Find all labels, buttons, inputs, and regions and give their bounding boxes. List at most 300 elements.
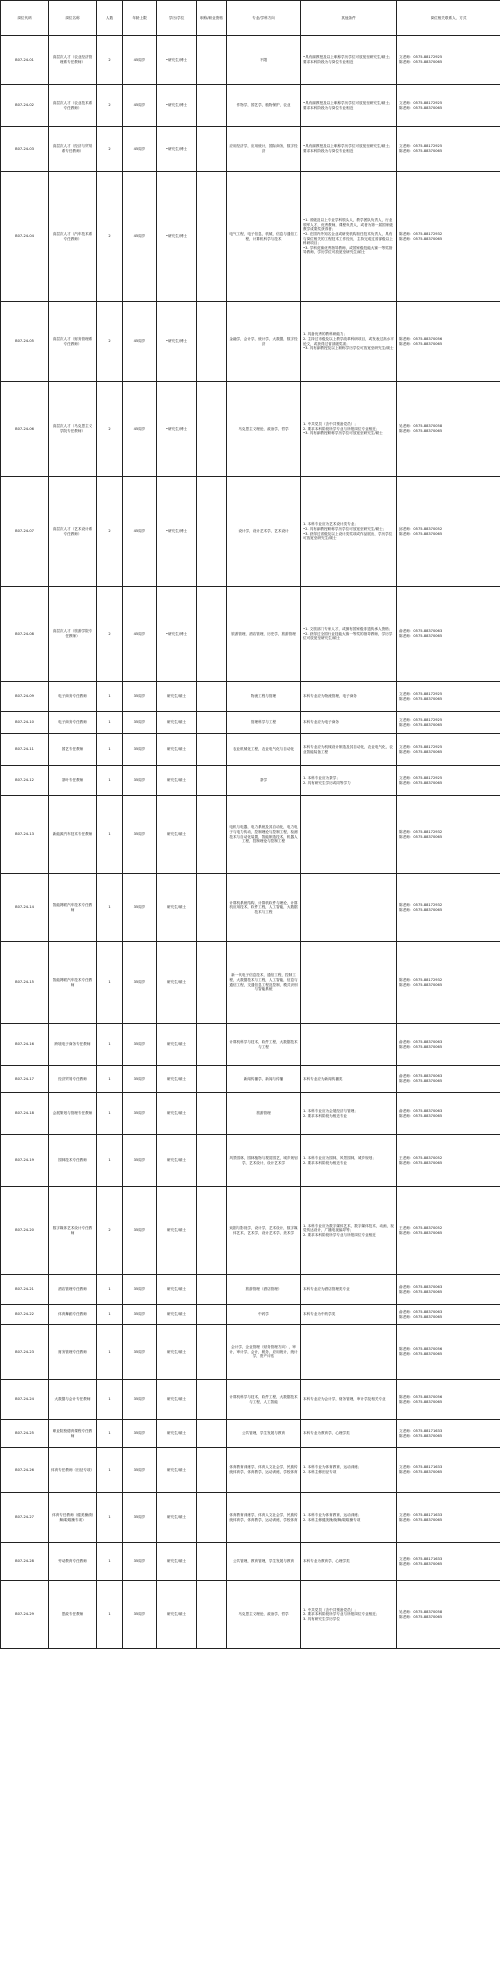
row-major: 新闻传播学，新闻与传播 <box>227 1066 301 1093</box>
row-title <box>197 477 227 587</box>
row-name: 体育舞蹈专任教师 <box>49 1305 97 1325</box>
row-contact: 文老师：0575-88171633 陈老师：0575-88370065 <box>397 1543 500 1581</box>
row-other: 1. 本科专业应为艺术设计类专业； •2. 具有副教授职称学历学位可放宽至研究生/硕士； •3. 获得过省级及以上设计类奖项或作品展出，学历学位可放宽至研究生/硕士 <box>301 477 397 587</box>
row-other: 1. 中共党员（含中共预备党员）； 2. 要求本科阶段所学专业与所报岗位专业相近； •3. 具有副教授职称学历学位可放宽至研究生/硕士 <box>301 382 397 477</box>
row-title <box>197 1305 227 1325</box>
row-name: 财务管理专任教师 <box>49 1325 97 1380</box>
row-name: 跨境电子商务专任教师 <box>49 1024 97 1066</box>
row-count: 1 <box>97 1581 123 1649</box>
row-age: 35周岁 <box>123 712 157 734</box>
row-title <box>197 382 227 477</box>
row-contact: 文老师：0575-88172925 陈老师：0575-88370065 <box>397 85 500 127</box>
table-row <box>1 1380 500 1420</box>
row-education: 研究生/硕士 <box>157 1275 197 1305</box>
row-count: 2 <box>97 302 123 382</box>
row-age: 35周岁 <box>123 1066 157 1093</box>
row-other: 本科专业应为会计学，财务管理，审计学及相关专业 <box>301 1380 397 1420</box>
row-contact: 王老师：0575-88370052 陈老师：0575-88370065 <box>397 1187 500 1275</box>
row-count: 1 <box>97 1024 123 1066</box>
row-major: 风景园林，园林植物与观赏园艺，城乡规划学，艺术设计，设计艺术学 <box>227 1135 301 1187</box>
row-name: 园林技术专任教师 <box>49 1135 97 1187</box>
row-name: 高层次人才（经济与贸易系专任教师） <box>49 127 97 172</box>
row-title <box>197 1420 227 1448</box>
row-title <box>197 1275 227 1305</box>
header-other: 其他条件 <box>301 1 397 36</box>
row-other: 1. 具备优秀的教科研能力； 2. 主持过市级及以上教学改革科研项目，或发表过高水平论文，或获得过省部级奖项； •3. 具有副教授及以上职称学历学位可放宽至研究生/硕士 <box>301 302 397 382</box>
row-other <box>301 1325 397 1380</box>
row-major: 电机与电器，电力系统及其自动化，电力电子与电力传动，控制理论与控制工程，检测技术与自动化装置，智能制造技术，机器人工程，控制理论与控制工程 <box>227 796 301 874</box>
header-row <box>1 1 500 36</box>
row-age: 45周岁 <box>123 382 157 477</box>
row-other: 1. 本科专业应为园林，风景园林，城乡规划； 2. 要求本科阶段为相近专业 <box>301 1135 397 1187</box>
row-age: 35周岁 <box>123 942 157 1024</box>
row-major: 旅游管理，酒店管理，历史学，旅游管理 <box>227 587 301 682</box>
row-title <box>197 682 227 712</box>
row-contact: 陈老师：0575-88370056 陈老师：0575-88370065 <box>397 302 500 382</box>
table-row <box>1 734 500 766</box>
row-contact: 吴老师：0575-88370058 陈老师：0575-88370065 <box>397 382 500 477</box>
row-education: 研究生/硕士 <box>157 1024 197 1066</box>
row-code: B07-24-06 <box>1 382 49 477</box>
row-major: 茶学 <box>227 766 301 796</box>
row-age: 45周岁 <box>123 587 157 682</box>
table-row <box>1 36 500 85</box>
row-major: 作物学，园艺学，植物保护，农业 <box>227 85 301 127</box>
row-major: 公共管理，学生发展与教育 <box>227 1420 301 1448</box>
table-row <box>1 382 500 477</box>
row-contact: 俞老师：0575-88370063 陈老师：0575-88370065 <box>397 587 500 682</box>
row-name: 高层次人才（农业经济管理系专任教师） <box>49 36 97 85</box>
row-code: B07-24-11 <box>1 734 49 766</box>
row-name: 电子商务专任教师 <box>49 712 97 734</box>
row-count: 1 <box>97 1420 123 1448</box>
row-count: 1 <box>97 796 123 874</box>
row-title <box>197 1093 227 1135</box>
row-major: 设计学，设计艺术学，艺术设计 <box>227 477 301 587</box>
row-name: 高层次人才（财务管理系专任教师） <box>49 302 97 382</box>
row-major: 电气工程，电子信息，机械，信息与通信工程，计算机科学与技术 <box>227 172 301 302</box>
row-education: •研究生/博士 <box>157 36 197 85</box>
row-count: 2 <box>97 127 123 172</box>
row-other: 本科专业应为机械设计制造及其自动化，农业电气化，农业智能装备工程 <box>301 734 397 766</box>
row-education: •研究生/博士 <box>157 382 197 477</box>
row-name: 经济贸易专任教师 <box>49 1066 97 1093</box>
row-count: 1 <box>97 1275 123 1305</box>
row-other: 本科专业为教育学，心理学类 <box>301 1543 397 1581</box>
row-age: 35周岁 <box>123 1024 157 1066</box>
row-title <box>197 587 227 682</box>
row-contact: 文老师：0575-88172925 陈老师：0575-88370065 <box>397 682 500 712</box>
row-age: 45周岁 <box>123 302 157 382</box>
row-major: 旅游管理（酒店管理） <box>227 1275 301 1305</box>
row-major: 物流工程与管理 <box>227 682 301 712</box>
row-name: 会展策划与管理专任教师 <box>49 1093 97 1135</box>
row-major: 不限 <box>227 36 301 85</box>
row-name: 智能网联汽车技术专任教师 <box>49 874 97 942</box>
row-name: 新能源汽车技术专任教师 <box>49 796 97 874</box>
row-education: 研究生/硕士 <box>157 874 197 942</box>
row-age: 35周岁 <box>123 1187 157 1275</box>
row-major: 农业机械化工程，农业电气化与自动化 <box>227 734 301 766</box>
row-major: 新一代电子信息技术，通信工程，控制工程，大数据技术与工程，人工智能，信息与通信工程，交通信息工程及控制，模式识别与智能系统 <box>227 942 301 1024</box>
row-count: 1 <box>97 1543 123 1581</box>
row-code: B07-24-18 <box>1 1093 49 1135</box>
row-education: 研究生/硕士 <box>157 1493 197 1543</box>
row-title <box>197 712 227 734</box>
row-contact: 文老师：0575-88172925 陈老师：0575-88370065 <box>397 712 500 734</box>
row-age: 35周岁 <box>123 796 157 874</box>
row-education: 研究生/硕士 <box>157 796 197 874</box>
row-contact: 陈老师：0575-88172932 陈老师：0575-88370065 <box>397 942 500 1024</box>
row-count: 1 <box>97 734 123 766</box>
table-row <box>1 1024 500 1066</box>
row-code: B07-24-14 <box>1 874 49 942</box>
row-contact: 陈老师：0575-88172932 陈老师：0575-88370065 <box>397 796 500 874</box>
row-education: 研究生/硕士 <box>157 1380 197 1420</box>
header-code: 岗位代码 <box>1 1 49 36</box>
row-title <box>197 942 227 1024</box>
row-count: 1 <box>97 1325 123 1380</box>
table-row <box>1 1093 500 1135</box>
row-name: 体育专任教师（田径专项） <box>49 1448 97 1493</box>
table-row <box>1 766 500 796</box>
row-code: B07-24-29 <box>1 1581 49 1649</box>
row-code: B07-24-21 <box>1 1275 49 1305</box>
row-other: 1. 中共党员（含中共预备党员）； 2. 要求本科阶段所学专业与所报岗位专业相近； 3. 具有研究生学历学位 <box>301 1581 397 1649</box>
row-contact: 俞老师：0575-88370063 陈老师：0575-88370065 <box>397 1024 500 1066</box>
row-major: 体育教育训练学，体育人文社会学，民族传统体育学，体育教学，运动训练，学校体育 <box>227 1493 301 1543</box>
row-title <box>197 172 227 302</box>
row-title <box>197 796 227 874</box>
row-title <box>197 1581 227 1649</box>
row-age: 35周岁 <box>123 1420 157 1448</box>
row-contact: 俞老师：0575-88370063 陈老师：0575-88370065 <box>397 1093 500 1135</box>
row-education: 研究生/硕士 <box>157 1135 197 1187</box>
row-education: •研究生/博士 <box>157 477 197 587</box>
row-major: 管理科学与工程 <box>227 712 301 734</box>
row-count: 2 <box>97 477 123 587</box>
row-code: B07-24-28 <box>1 1543 49 1581</box>
table-row <box>1 477 500 587</box>
header-education: 学历/学位 <box>157 1 197 36</box>
row-contact: 文老师：0575-88172925 陈老师：0575-88370065 <box>397 734 500 766</box>
row-other: 本科专业应为酒店管理类专业 <box>301 1275 397 1305</box>
row-other: 1. 本科专业为体育教育，运动训练； 2. 本科主修田径专项 <box>301 1448 397 1493</box>
row-code: B07-24-23 <box>1 1325 49 1380</box>
row-count: 2 <box>97 587 123 682</box>
table-row <box>1 1187 500 1275</box>
row-age: 35周岁 <box>123 766 157 796</box>
row-contact: 吴老师：0575-88370058 陈老师：0575-88370065 <box>397 1581 500 1649</box>
row-age: 45周岁 <box>123 36 157 85</box>
row-other <box>301 1024 397 1066</box>
row-age: 45周岁 <box>123 127 157 172</box>
table-row <box>1 85 500 127</box>
row-major: 马克思主义理论，政治学，哲学 <box>227 1581 301 1649</box>
row-title <box>197 1493 227 1543</box>
row-contact: 邱老师：0575-88370052 陈老师：0575-88370065 <box>397 477 500 587</box>
row-code: B07-24-19 <box>1 1135 49 1187</box>
row-age: 35周岁 <box>123 1543 157 1581</box>
row-count: 1 <box>97 1093 123 1135</box>
row-age: 35周岁 <box>123 1448 157 1493</box>
row-major: 中药学 <box>227 1305 301 1325</box>
header-major: 专业/学科方向 <box>227 1 301 36</box>
row-code: B07-24-15 <box>1 942 49 1024</box>
row-age: 35周岁 <box>123 1093 157 1135</box>
row-count: 2 <box>97 1187 123 1275</box>
row-major: 会计学，企业管理（财务管理方向），审计，审计学，会计，税务，应用统计，统计学，资产评估 <box>227 1325 301 1380</box>
row-code: B07-24-09 <box>1 682 49 712</box>
table-row <box>1 1543 500 1581</box>
row-other: •1. 省级及以上专业学科领头人，教学团队负责人，行业领军人才，优秀教师，课程负责人，或者为第一届国家级教学成果奖获得者； •2. 在国内外知名企业或研发机构担任技术负责人，具有与岗位相关的工程技术工作经历，主持完成过省部级以上科研项目； •3. 学科竞赛优秀指导教师，或国家级技能大赛一等奖指导教师，学历学位可放宽至研究生/硕士 <box>301 172 397 302</box>
row-education: 研究生/硕士 <box>157 682 197 712</box>
row-title <box>197 1135 227 1187</box>
row-title <box>197 36 227 85</box>
row-education: 研究生/硕士 <box>157 1420 197 1448</box>
row-name: 高层次人才（艺术设计系专任教师） <box>49 477 97 587</box>
row-contact: 王老师：0575-88370052 陈老师：0575-88370065 <box>397 1135 500 1187</box>
row-other: 本科专业为中药学类 <box>301 1305 397 1325</box>
row-major: 公共管理，教育管理，学生发展与教育 <box>227 1543 301 1581</box>
row-title <box>197 766 227 796</box>
table-row <box>1 1135 500 1187</box>
row-contact: 陈老师：0575-88370056 陈老师：0575-88370065 <box>397 1380 500 1420</box>
row-count: 1 <box>97 766 123 796</box>
row-other: •具有副教授及以上职称学历学位可放宽至研究生/硕士；要求本科阶段为与岗位专业相近 <box>301 127 397 172</box>
row-other: 1. 本科专业应为会展经济与管理； 2. 要求本科阶段为相近专业 <box>301 1093 397 1135</box>
table-row <box>1 127 500 172</box>
row-count: 1 <box>97 712 123 734</box>
row-major: 计算机科学与技术，软件工程，大数据技术与工程 <box>227 1024 301 1066</box>
row-other: 本科专业为教育学，心理学类 <box>301 1420 397 1448</box>
row-age: 35周岁 <box>123 874 157 942</box>
row-age: 35周岁 <box>123 734 157 766</box>
row-other: 本科专业应为新闻传播类 <box>301 1066 397 1093</box>
row-age: 35周岁 <box>123 1135 157 1187</box>
row-other: 本科专业应为电子商务 <box>301 712 397 734</box>
row-other: 1. 本科专业应为数字媒体艺术，数字媒体技术，动画，视觉传达设计，广播电视编导等； 2. 要求本科阶段所学专业与所报岗位专业相近 <box>301 1187 397 1275</box>
row-contact: 文老师：0575-88171633 陈老师：0575-88370065 <box>397 1448 500 1493</box>
row-age: 35周岁 <box>123 1380 157 1420</box>
row-other: •1. 文旅部门专家人才，或拥有国家级非遗传承人资格； •2. 获得过全国行业技能大赛一等奖的指导教师，学历学位可放宽至研究生/硕士 <box>301 587 397 682</box>
row-other: •具有副教授及以上职称学历学位可放宽至研究生/硕士；要求本科阶段为与岗位专业相近 <box>301 85 397 127</box>
row-name: 智能网联汽车技术专任教师 <box>49 942 97 1024</box>
table-row <box>1 1448 500 1493</box>
row-major: 应用经济学，应用统计，国际商务，数字经济 <box>227 127 301 172</box>
row-age: 35周岁 <box>123 1581 157 1649</box>
row-education: 研究生/硕士 <box>157 766 197 796</box>
row-code: B07-24-25 <box>1 1420 49 1448</box>
row-contact: 陈老师：0575-88370056 陈老师：0575-88370065 <box>397 1325 500 1380</box>
table-row <box>1 172 500 302</box>
row-contact: 文老师：0575-88171633 陈老师：0575-88370065 <box>397 1493 500 1543</box>
row-code: B07-24-10 <box>1 712 49 734</box>
row-count: 2 <box>97 36 123 85</box>
row-count: 1 <box>97 1448 123 1493</box>
row-education: •研究生/博士 <box>157 587 197 682</box>
row-education: 研究生/硕士 <box>157 1448 197 1493</box>
row-title <box>197 1543 227 1581</box>
row-title <box>197 874 227 942</box>
row-other <box>301 796 397 874</box>
table-row <box>1 1305 500 1325</box>
header-contact: 岗位相关联系人、方式 <box>397 1 500 36</box>
table-row <box>1 1493 500 1543</box>
row-major: 计算机科学与技术，软件工程，大数据技术与工程，人工智能 <box>227 1380 301 1420</box>
row-code: B07-24-01 <box>1 36 49 85</box>
row-education: 研究生/硕士 <box>157 942 197 1024</box>
table-row <box>1 682 500 712</box>
row-education: 研究生/硕士 <box>157 734 197 766</box>
row-contact: 文老师：0575-88171633 陈老师：0575-88370065 <box>397 1420 500 1448</box>
row-other: 1. 本科专业为体育教育，运动训练； 2. 本科主修健美操/街舞/啦啦操专项 <box>301 1493 397 1543</box>
row-contact: 俞老师：0575-88370063 陈老师：0575-88370065 <box>397 1305 500 1325</box>
row-contact: 文老师：0575-88172925 陈老师：0575-88370065 <box>397 127 500 172</box>
row-code: B07-24-26 <box>1 1448 49 1493</box>
row-code: B07-24-27 <box>1 1493 49 1543</box>
row-count: 1 <box>97 942 123 1024</box>
table-row <box>1 1066 500 1093</box>
row-count: 1 <box>97 1493 123 1543</box>
row-other: 1. 本科专业应为茶学； 2. 具有研究生学历或同等学力 <box>301 766 397 796</box>
row-education: 研究生/硕士 <box>157 1305 197 1325</box>
row-age: 35周岁 <box>123 1325 157 1380</box>
row-count: 1 <box>97 682 123 712</box>
row-count: 1 <box>97 1066 123 1093</box>
row-education: •研究生/博士 <box>157 127 197 172</box>
row-title <box>197 302 227 382</box>
row-education: 研究生/硕士 <box>157 1187 197 1275</box>
row-name: 高层次人才（农业技术系专任教师） <box>49 85 97 127</box>
row-name: 高层次人才（旅游学院专任教师） <box>49 587 97 682</box>
table-row <box>1 1325 500 1380</box>
table-row <box>1 1420 500 1448</box>
row-code: B07-24-08 <box>1 587 49 682</box>
row-major: 戏剧与影视学，设计学，艺术设计，数字媒体艺术，艺术学，设计艺术学，美术学 <box>227 1187 301 1275</box>
row-code: B07-24-20 <box>1 1187 49 1275</box>
row-education: •研究生/博士 <box>157 85 197 127</box>
row-code: B07-24-24 <box>1 1380 49 1420</box>
row-title <box>197 85 227 127</box>
row-age: 35周岁 <box>123 1493 157 1543</box>
table-row <box>1 874 500 942</box>
header-name: 岗位名称 <box>49 1 97 36</box>
table-row <box>1 1275 500 1305</box>
row-name: 劳动教育专任教师 <box>49 1543 97 1581</box>
row-count: 2 <box>97 172 123 302</box>
row-name: 高层次人才（汽车技术系专任教师） <box>49 172 97 302</box>
row-contact: 文老师：0575-88172925 陈老师：0575-88370065 <box>397 36 500 85</box>
row-education: 研究生/硕士 <box>157 712 197 734</box>
row-title <box>197 1024 227 1066</box>
row-title <box>197 127 227 172</box>
row-contact: 陈老师：0575-88172932 陈老师：0575-88370065 <box>397 172 500 302</box>
header-title: 职称/职业资格 <box>197 1 227 36</box>
row-major: 计算机系统结构，计算机软件与理论，计算机应用技术，软件工程，人工智能，大数据技术与工程 <box>227 874 301 942</box>
row-name: 体育专任教师（健美操/街舞/啦啦操专项） <box>49 1493 97 1543</box>
row-code: B07-24-22 <box>1 1305 49 1325</box>
header-count: 人数 <box>97 1 123 36</box>
row-title <box>197 1325 227 1380</box>
row-name: 思政专任教师 <box>49 1581 97 1649</box>
row-education: 研究生/硕士 <box>157 1325 197 1380</box>
row-age: 45周岁 <box>123 172 157 302</box>
row-contact: 俞老师：0575-88370063 陈老师：0575-88370065 <box>397 1275 500 1305</box>
row-code: B07-24-04 <box>1 172 49 302</box>
row-name: 高层次人才（马克思主义学院专任教师） <box>49 382 97 477</box>
row-contact: 陈老师：0575-88172932 陈老师：0575-88370065 <box>397 874 500 942</box>
table-row <box>1 712 500 734</box>
table-row <box>1 302 500 382</box>
row-title <box>197 1448 227 1493</box>
row-count: 2 <box>97 85 123 127</box>
row-education: 研究生/硕士 <box>157 1581 197 1649</box>
row-title <box>197 734 227 766</box>
row-age: 35周岁 <box>123 1305 157 1325</box>
row-count: 1 <box>97 1135 123 1187</box>
row-other: •具有副教授及以上职称学历学位可放宽至研究生/硕士；要求本科阶段为与岗位专业相近 <box>301 36 397 85</box>
row-code: B07-24-07 <box>1 477 49 587</box>
row-major: 金融学，会计学，统计学，大数据，数字经济 <box>227 302 301 382</box>
row-code: B07-24-05 <box>1 302 49 382</box>
table-row <box>1 796 500 874</box>
row-code: B07-24-13 <box>1 796 49 874</box>
row-education: 研究生/硕士 <box>157 1066 197 1093</box>
row-age: 45周岁 <box>123 85 157 127</box>
row-major: 马克思主义理论，政治学，哲学 <box>227 382 301 477</box>
header-age: 年龄上限 <box>123 1 157 36</box>
row-count: 1 <box>97 874 123 942</box>
row-code: B07-24-03 <box>1 127 49 172</box>
row-title <box>197 1066 227 1093</box>
row-education: 研究生/硕士 <box>157 1093 197 1135</box>
row-other: 本科专业应为物流管理，电子商务 <box>301 682 397 712</box>
row-name: 大数据与会计专任教师 <box>49 1380 97 1420</box>
row-name: 茶叶专任教师 <box>49 766 97 796</box>
row-title <box>197 1187 227 1275</box>
row-contact: 俞老师：0575-88370063 陈老师：0575-88370065 <box>397 1066 500 1093</box>
row-code: B07-24-17 <box>1 1066 49 1093</box>
row-education: 研究生/硕士 <box>157 1543 197 1581</box>
table-row <box>1 587 500 682</box>
row-code: B07-24-02 <box>1 85 49 127</box>
row-age: 45周岁 <box>123 477 157 587</box>
table-row <box>1 942 500 1024</box>
row-contact: 文老师：0575-88172925 陈老师：0575-88370065 <box>397 766 500 796</box>
row-major: 旅游管理 <box>227 1093 301 1135</box>
row-education: •研究生/博士 <box>157 302 197 382</box>
row-code: B07-24-16 <box>1 1024 49 1066</box>
row-name: 电子商务专任教师 <box>49 682 97 712</box>
table-row <box>1 1581 500 1649</box>
row-other <box>301 874 397 942</box>
row-code: B07-24-12 <box>1 766 49 796</box>
row-name: 园艺专任教师 <box>49 734 97 766</box>
row-name: 酒店管理专任教师 <box>49 1275 97 1305</box>
row-education: •研究生/博士 <box>157 172 197 302</box>
row-age: 35周岁 <box>123 682 157 712</box>
row-major: 体育教育训练学，体育人文社会学，民族传统体育学，体育教学，运动训练，学校体育 <box>227 1448 301 1493</box>
row-count: 1 <box>97 1305 123 1325</box>
row-count: 1 <box>97 1380 123 1420</box>
row-other <box>301 942 397 1024</box>
row-name: 职业院校德育课程专任教师 <box>49 1420 97 1448</box>
row-name: 数字媒体艺术设计专任教师 <box>49 1187 97 1275</box>
row-age: 35周岁 <box>123 1275 157 1305</box>
row-count: 2 <box>97 382 123 477</box>
row-title <box>197 1380 227 1420</box>
